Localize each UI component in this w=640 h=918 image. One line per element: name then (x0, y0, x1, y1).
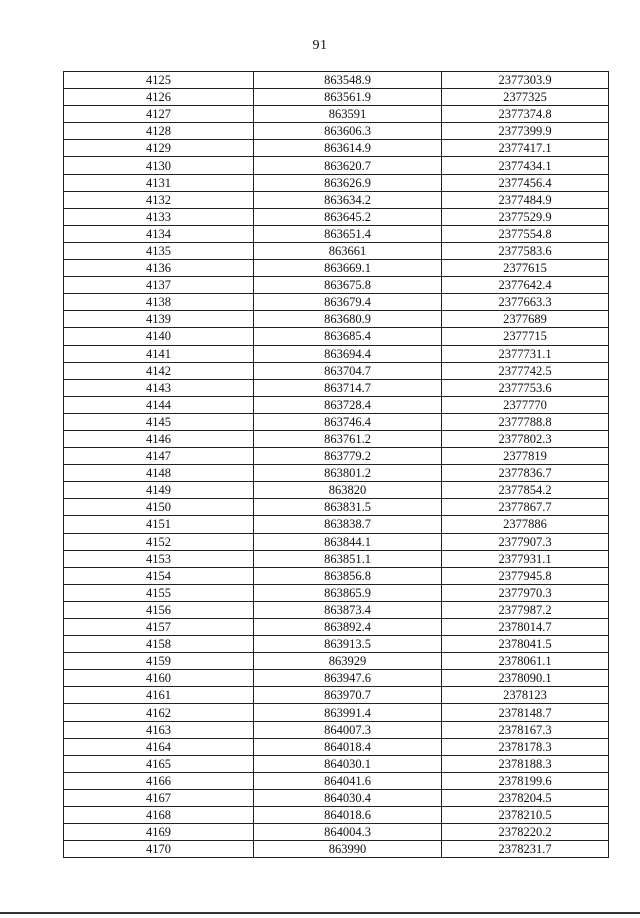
point-number-cell: 4144 (64, 396, 254, 413)
page-number: 91 (312, 38, 328, 53)
y-coordinate-cell: 2377399.9 (442, 123, 609, 140)
x-coordinate-cell: 863548.9 (254, 72, 442, 89)
x-coordinate-cell: 863873.4 (254, 601, 442, 618)
x-coordinate-cell: 863851.1 (254, 550, 442, 567)
point-number-cell: 4165 (64, 755, 254, 772)
table-row (64, 294, 609, 311)
y-coordinate-cell: 2377554.8 (442, 225, 609, 242)
table-row (64, 550, 609, 567)
y-coordinate-cell: 2378123 (442, 687, 609, 704)
point-number-cell: 4157 (64, 619, 254, 636)
table-row (64, 413, 609, 430)
table-row (64, 670, 609, 687)
x-coordinate-cell: 863591 (254, 106, 442, 123)
x-coordinate-cell: 863892.4 (254, 619, 442, 636)
x-coordinate-cell: 863838.7 (254, 516, 442, 533)
point-number-cell: 4136 (64, 260, 254, 277)
y-coordinate-cell: 2378204.5 (442, 789, 609, 806)
point-number-cell: 4168 (64, 807, 254, 824)
point-number-cell: 4164 (64, 738, 254, 755)
point-number-cell: 4145 (64, 413, 254, 430)
y-coordinate-cell: 2377663.3 (442, 294, 609, 311)
y-coordinate-cell: 2377788.8 (442, 413, 609, 430)
table-row (64, 448, 609, 465)
y-coordinate-cell: 2377867.7 (442, 499, 609, 516)
y-coordinate-cell: 2377303.9 (442, 72, 609, 89)
point-number-cell: 4147 (64, 448, 254, 465)
point-number-cell: 4133 (64, 208, 254, 225)
y-coordinate-cell: 2378178.3 (442, 738, 609, 755)
y-coordinate-cell: 2378090.1 (442, 670, 609, 687)
table-row (64, 225, 609, 242)
table-row (64, 191, 609, 208)
y-coordinate-cell: 2378014.7 (442, 619, 609, 636)
y-coordinate-cell: 2378061.1 (442, 653, 609, 670)
x-coordinate-cell: 863685.4 (254, 328, 442, 345)
table-row (64, 140, 609, 157)
table-row (64, 482, 609, 499)
y-coordinate-cell: 2378199.6 (442, 772, 609, 789)
y-coordinate-cell: 2377907.3 (442, 533, 609, 550)
table-row (64, 106, 609, 123)
point-number-cell: 4154 (64, 567, 254, 584)
y-coordinate-cell: 2377970.3 (442, 584, 609, 601)
x-coordinate-cell: 864041.6 (254, 772, 442, 789)
point-number-cell: 4140 (64, 328, 254, 345)
point-number-cell: 4134 (64, 225, 254, 242)
x-coordinate-cell: 863801.2 (254, 465, 442, 482)
x-coordinate-cell: 863714.7 (254, 379, 442, 396)
y-coordinate-cell: 2377689 (442, 311, 609, 328)
table-row (64, 584, 609, 601)
point-number-cell: 4148 (64, 465, 254, 482)
y-coordinate-cell: 2377987.2 (442, 601, 609, 618)
coordinates-table (63, 71, 609, 858)
x-coordinate-cell: 864018.4 (254, 738, 442, 755)
x-coordinate-cell: 864018.6 (254, 807, 442, 824)
coordinates-table-body (64, 72, 609, 858)
x-coordinate-cell: 863694.4 (254, 345, 442, 362)
y-coordinate-cell: 2377417.1 (442, 140, 609, 157)
table-row (64, 499, 609, 516)
point-number-cell: 4156 (64, 601, 254, 618)
table-row (64, 704, 609, 721)
point-number-cell: 4142 (64, 362, 254, 379)
x-coordinate-cell: 863820 (254, 482, 442, 499)
point-number-cell: 4146 (64, 430, 254, 447)
y-coordinate-cell: 2377325 (442, 89, 609, 106)
y-coordinate-cell: 2377802.3 (442, 430, 609, 447)
point-number-cell: 4170 (64, 841, 254, 858)
point-number-cell: 4151 (64, 516, 254, 533)
x-coordinate-cell: 863990 (254, 841, 442, 858)
table-row (64, 738, 609, 755)
table-row (64, 687, 609, 704)
point-number-cell: 4159 (64, 653, 254, 670)
x-coordinate-cell: 864007.3 (254, 721, 442, 738)
point-number-cell: 4152 (64, 533, 254, 550)
point-number-cell: 4161 (64, 687, 254, 704)
point-number-cell: 4149 (64, 482, 254, 499)
table-row (64, 653, 609, 670)
point-number-cell: 4153 (64, 550, 254, 567)
y-coordinate-cell: 2377819 (442, 448, 609, 465)
x-coordinate-cell: 863614.9 (254, 140, 442, 157)
x-coordinate-cell: 863645.2 (254, 208, 442, 225)
table-row (64, 636, 609, 653)
point-number-cell: 4138 (64, 294, 254, 311)
x-coordinate-cell: 863679.4 (254, 294, 442, 311)
y-coordinate-cell: 2377715 (442, 328, 609, 345)
y-coordinate-cell: 2377931.1 (442, 550, 609, 567)
x-coordinate-cell: 863728.4 (254, 396, 442, 413)
table-row (64, 174, 609, 191)
table-row (64, 89, 609, 106)
y-coordinate-cell: 2377945.8 (442, 567, 609, 584)
x-coordinate-cell: 863844.1 (254, 533, 442, 550)
table-row (64, 345, 609, 362)
table-row (64, 824, 609, 841)
x-coordinate-cell: 863856.8 (254, 567, 442, 584)
y-coordinate-cell: 2377615 (442, 260, 609, 277)
table-row (64, 619, 609, 636)
point-number-cell: 4162 (64, 704, 254, 721)
table-row (64, 430, 609, 447)
y-coordinate-cell: 2377529.9 (442, 208, 609, 225)
x-coordinate-cell: 863620.7 (254, 157, 442, 174)
x-coordinate-cell: 863746.4 (254, 413, 442, 430)
x-coordinate-cell: 863675.8 (254, 277, 442, 294)
point-number-cell: 4126 (64, 89, 254, 106)
point-number-cell: 4167 (64, 789, 254, 806)
y-coordinate-cell: 2377886 (442, 516, 609, 533)
y-coordinate-cell: 2377753.6 (442, 379, 609, 396)
point-number-cell: 4150 (64, 499, 254, 516)
x-coordinate-cell: 863831.5 (254, 499, 442, 516)
y-coordinate-cell: 2378220.2 (442, 824, 609, 841)
table-row (64, 277, 609, 294)
x-coordinate-cell: 863634.2 (254, 191, 442, 208)
y-coordinate-cell: 2378188.3 (442, 755, 609, 772)
x-coordinate-cell: 863704.7 (254, 362, 442, 379)
point-number-cell: 4160 (64, 670, 254, 687)
table-row (64, 567, 609, 584)
x-coordinate-cell: 863913.5 (254, 636, 442, 653)
table-row (64, 772, 609, 789)
x-coordinate-cell: 863761.2 (254, 430, 442, 447)
x-coordinate-cell: 863970.7 (254, 687, 442, 704)
x-coordinate-cell: 863947.6 (254, 670, 442, 687)
table-row (64, 311, 609, 328)
point-number-cell: 4125 (64, 72, 254, 89)
point-number-cell: 4155 (64, 584, 254, 601)
table-row (64, 362, 609, 379)
point-number-cell: 4132 (64, 191, 254, 208)
x-coordinate-cell: 863606.3 (254, 123, 442, 140)
x-coordinate-cell: 864030.1 (254, 755, 442, 772)
y-coordinate-cell: 2377642.4 (442, 277, 609, 294)
y-coordinate-cell: 2377583.6 (442, 242, 609, 259)
point-number-cell: 4143 (64, 379, 254, 396)
table-row (64, 328, 609, 345)
x-coordinate-cell: 863669.1 (254, 260, 442, 277)
point-number-cell: 4139 (64, 311, 254, 328)
point-number-cell: 4169 (64, 824, 254, 841)
table-row (64, 601, 609, 618)
y-coordinate-cell: 2377770 (442, 396, 609, 413)
y-coordinate-cell: 2377456.4 (442, 174, 609, 191)
table-row (64, 123, 609, 140)
x-coordinate-cell: 863626.9 (254, 174, 442, 191)
point-number-cell: 4137 (64, 277, 254, 294)
x-coordinate-cell: 863779.2 (254, 448, 442, 465)
point-number-cell: 4166 (64, 772, 254, 789)
y-coordinate-cell: 2378148.7 (442, 704, 609, 721)
point-number-cell: 4128 (64, 123, 254, 140)
y-coordinate-cell: 2377484.9 (442, 191, 609, 208)
y-coordinate-cell: 2377836.7 (442, 465, 609, 482)
y-coordinate-cell: 2378231.7 (442, 841, 609, 858)
table-row (64, 755, 609, 772)
table-row (64, 396, 609, 413)
page-bottom-rule (0, 912, 640, 914)
table-row (64, 242, 609, 259)
table-row (64, 208, 609, 225)
point-number-cell: 4135 (64, 242, 254, 259)
point-number-cell: 4158 (64, 636, 254, 653)
y-coordinate-cell: 2378210.5 (442, 807, 609, 824)
table-row (64, 841, 609, 858)
x-coordinate-cell: 864004.3 (254, 824, 442, 841)
point-number-cell: 4163 (64, 721, 254, 738)
table-row (64, 157, 609, 174)
table-row (64, 516, 609, 533)
point-number-cell: 4141 (64, 345, 254, 362)
point-number-cell: 4130 (64, 157, 254, 174)
table-row (64, 721, 609, 738)
y-coordinate-cell: 2377374.8 (442, 106, 609, 123)
y-coordinate-cell: 2377742.5 (442, 362, 609, 379)
y-coordinate-cell: 2377434.1 (442, 157, 609, 174)
table-row (64, 465, 609, 482)
x-coordinate-cell: 863661 (254, 242, 442, 259)
x-coordinate-cell: 863929 (254, 653, 442, 670)
point-number-cell: 4129 (64, 140, 254, 157)
table-row (64, 789, 609, 806)
point-number-cell: 4131 (64, 174, 254, 191)
table-row (64, 807, 609, 824)
x-coordinate-cell: 864030.4 (254, 789, 442, 806)
table-row (64, 379, 609, 396)
y-coordinate-cell: 2378041.5 (442, 636, 609, 653)
y-coordinate-cell: 2377731.1 (442, 345, 609, 362)
y-coordinate-cell: 2377854.2 (442, 482, 609, 499)
table-row (64, 533, 609, 550)
x-coordinate-cell: 863561.9 (254, 89, 442, 106)
point-number-cell: 4127 (64, 106, 254, 123)
x-coordinate-cell: 863651.4 (254, 225, 442, 242)
table-row (64, 260, 609, 277)
x-coordinate-cell: 863991.4 (254, 704, 442, 721)
y-coordinate-cell: 2378167.3 (442, 721, 609, 738)
table-row (64, 72, 609, 89)
x-coordinate-cell: 863680.9 (254, 311, 442, 328)
x-coordinate-cell: 863865.9 (254, 584, 442, 601)
